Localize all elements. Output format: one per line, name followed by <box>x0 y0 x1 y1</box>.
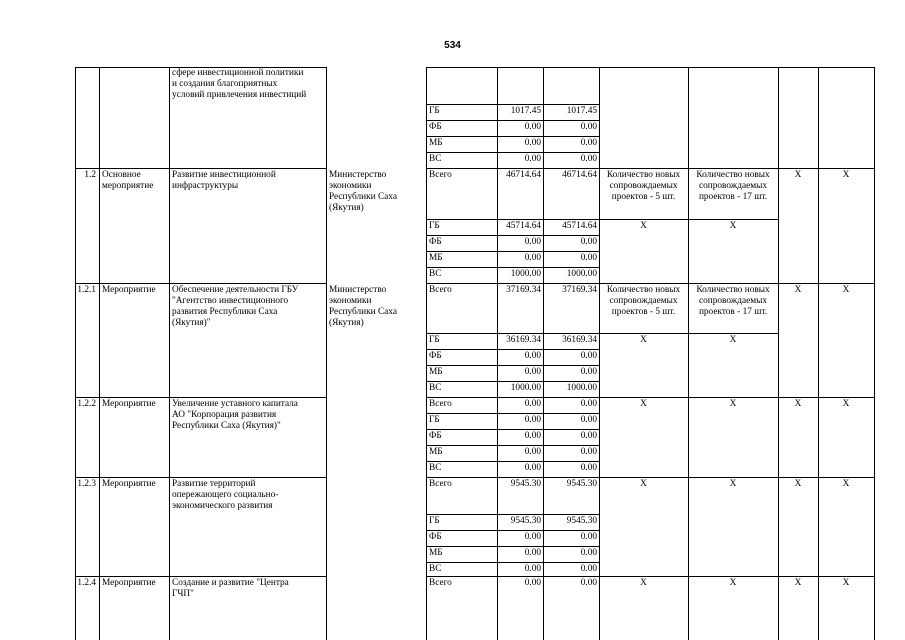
measure-name: сфере инвестиционной политики <box>172 68 304 78</box>
fund-year: 46714.64 <box>562 170 597 180</box>
fund-total: 46714.64 <box>506 170 541 180</box>
indicator-plan: проектов - 5 шт. <box>611 307 676 317</box>
measure-name: развития Республики Саха <box>172 307 278 317</box>
fund-total: 37169.34 <box>506 285 541 295</box>
measure-number: 1.2.4 <box>77 578 96 588</box>
fund-year: 9545.30 <box>566 516 597 526</box>
fund-total: 1000.00 <box>510 269 541 279</box>
fund-total: 0.00 <box>524 154 541 164</box>
measure-type: мероприятие <box>102 181 154 191</box>
measure-type: Мероприятие <box>102 285 156 295</box>
fund-total: 0.00 <box>524 138 541 148</box>
mark-x: Х <box>842 170 850 180</box>
fund-total: 0.00 <box>524 578 541 588</box>
executor: Министерство <box>329 285 387 295</box>
fund-total: 1017.45 <box>510 106 541 116</box>
indicator-plan: Х <box>640 399 647 409</box>
indicator-plan: Х <box>640 479 647 489</box>
fund-total: 0.00 <box>524 253 541 263</box>
fund-year: 0.00 <box>580 154 597 164</box>
fund-source: ГБ <box>429 415 440 425</box>
mark-x: Х <box>794 170 802 180</box>
mark-x: Х <box>640 221 647 231</box>
executor: (Якутия) <box>329 203 364 213</box>
indicator-target: проектов - 17 шт. <box>698 192 768 202</box>
fund-year: 0.00 <box>580 578 597 588</box>
measure-number: 1.2.2 <box>77 399 96 409</box>
fund-year: 1000.00 <box>566 269 597 279</box>
fund-year: 0.00 <box>580 399 597 409</box>
fund-source: ФБ <box>429 122 442 132</box>
fund-source: ВС <box>429 269 442 279</box>
mark-x: Х <box>794 578 802 588</box>
fund-source: ГБ <box>429 335 440 345</box>
measure-name: Создание и развитие "Центра <box>172 578 289 588</box>
fund-year: 0.00 <box>580 447 597 457</box>
indicator-target: сопровождаемых <box>699 296 767 306</box>
fund-total: 0.00 <box>524 399 541 409</box>
fund-year: 36169.34 <box>562 335 597 345</box>
indicator-target: сопровождаемых <box>699 181 767 191</box>
fund-source: Всего <box>429 479 452 489</box>
executor: экономики <box>329 181 372 191</box>
indicator-plan: сопровождаемых <box>609 181 678 191</box>
fund-year: 0.00 <box>580 548 597 558</box>
measure-number: 1.2.1 <box>77 285 96 295</box>
indicator-plan: Количество новых <box>606 170 681 180</box>
fund-year: 0.00 <box>580 415 597 425</box>
indicator-target: Количество новых <box>696 170 770 180</box>
fund-source: МБ <box>429 447 443 457</box>
measure-type: Мероприятие <box>102 479 156 489</box>
fund-source: ФБ <box>429 532 442 542</box>
measure-name: условий привлечения инвестиций <box>172 90 307 100</box>
measure-name: инфраструктуры <box>172 181 239 191</box>
fund-source: ФБ <box>429 431 442 441</box>
fund-source: ГБ <box>429 221 440 231</box>
fund-source: ФБ <box>429 351 442 361</box>
fund-year: 1000.00 <box>566 383 597 393</box>
fund-source: ВС <box>429 463 442 473</box>
mark-x: Х <box>794 479 802 489</box>
indicator-plan: проектов - 5 шт. <box>611 192 676 202</box>
fund-year: 0.00 <box>580 253 597 263</box>
fund-year: 45714.64 <box>562 221 597 231</box>
indicator-target: Количество новых <box>696 285 770 295</box>
measure-name: (Якутия)" <box>172 318 211 328</box>
executor: (Якутия) <box>329 318 364 328</box>
indicator-plan: сопровождаемых <box>609 296 678 306</box>
measure-type: Мероприятие <box>102 578 156 588</box>
fund-year: 37169.34 <box>562 285 597 295</box>
mark-x: Х <box>794 285 802 295</box>
fund-total: 45714.64 <box>506 221 541 231</box>
indicator-target: Х <box>729 479 737 489</box>
indicator-target: Х <box>729 578 737 588</box>
indicator-plan: Количество новых <box>606 285 681 295</box>
fund-year: 0.00 <box>580 122 597 132</box>
fund-year: 0.00 <box>580 138 597 148</box>
mark-x: Х <box>842 285 850 295</box>
page-number: 534 <box>444 40 461 51</box>
fund-total: 0.00 <box>524 532 541 542</box>
measure-name: Развитие инвестиционной <box>172 170 276 180</box>
measure-type: Основное <box>102 170 141 180</box>
fund-source: Всего <box>429 170 452 180</box>
fund-year: 9545.30 <box>566 479 597 489</box>
measure-name: Республики Саха (Якутия)" <box>172 421 281 431</box>
fund-total: 9545.30 <box>510 516 541 526</box>
fund-year: 0.00 <box>580 564 597 574</box>
measure-name: Увеличение уставного капитала <box>172 399 298 409</box>
measure-name: ГЧП" <box>172 589 194 599</box>
measure-name: Обеспечение деятельности ГБУ <box>172 285 299 295</box>
executor: Республики Саха <box>329 307 397 317</box>
fund-year: 0.00 <box>580 367 597 377</box>
fund-source: ВС <box>429 564 442 574</box>
measure-name: и создания благоприятных <box>172 79 278 89</box>
fund-source: ГБ <box>429 106 440 116</box>
measure-type: Мероприятие <box>102 399 156 409</box>
indicator-target: проектов - 17 шт. <box>698 307 768 317</box>
fund-total: 0.00 <box>524 447 541 457</box>
measure-name: опережающего социально- <box>172 490 279 500</box>
fund-total: 0.00 <box>524 122 541 132</box>
fund-total: 0.00 <box>524 367 541 377</box>
measure-number: 1.2 <box>84 170 96 180</box>
mark-x: Х <box>794 399 802 409</box>
fund-total: 0.00 <box>524 351 541 361</box>
fund-source: ГБ <box>429 516 440 526</box>
fund-source: ФБ <box>429 237 442 247</box>
fund-source: МБ <box>429 367 443 377</box>
fund-source: МБ <box>429 548 443 558</box>
measure-name: Развитие территорий <box>172 479 256 489</box>
fund-year: 0.00 <box>580 237 597 247</box>
mark-x: Х <box>729 335 737 345</box>
executor: экономики <box>329 296 372 306</box>
fund-year: 0.00 <box>580 463 597 473</box>
fund-source: Всего <box>429 285 452 295</box>
fund-total: 0.00 <box>524 431 541 441</box>
executor: Министерство <box>329 170 387 180</box>
fund-total: 0.00 <box>524 463 541 473</box>
fund-total: 0.00 <box>524 237 541 247</box>
fund-total: 0.00 <box>524 415 541 425</box>
fund-year: 0.00 <box>580 351 597 361</box>
fund-year: 0.00 <box>580 431 597 441</box>
fund-source: Всего <box>429 578 452 588</box>
fund-total: 36169.34 <box>506 335 541 345</box>
indicator-plan: Х <box>640 578 647 588</box>
indicator-target: Х <box>729 399 737 409</box>
fund-year: 0.00 <box>580 532 597 542</box>
executor: Республики Саха <box>329 192 397 202</box>
measure-name: АО "Корпорация развития <box>172 410 277 420</box>
measure-number: 1.2.3 <box>77 479 96 489</box>
mark-x: Х <box>842 578 850 588</box>
fund-source: ВС <box>429 383 442 393</box>
fund-source: МБ <box>429 138 443 148</box>
fund-total: 0.00 <box>524 548 541 558</box>
fund-source: Всего <box>429 399 452 409</box>
fund-total: 0.00 <box>524 564 541 574</box>
measure-name: экономического развития <box>172 501 273 511</box>
fund-source: ВС <box>429 154 442 164</box>
measure-name: "Агентство инвестиционного <box>172 296 289 306</box>
mark-x: Х <box>842 399 850 409</box>
mark-x: Х <box>842 479 850 489</box>
fund-total: 1000.00 <box>510 383 541 393</box>
mark-x: Х <box>640 335 647 345</box>
fund-year: 1017.45 <box>566 106 597 116</box>
mark-x: Х <box>729 221 737 231</box>
fund-total: 9545.30 <box>510 479 541 489</box>
fund-source: МБ <box>429 253 443 263</box>
